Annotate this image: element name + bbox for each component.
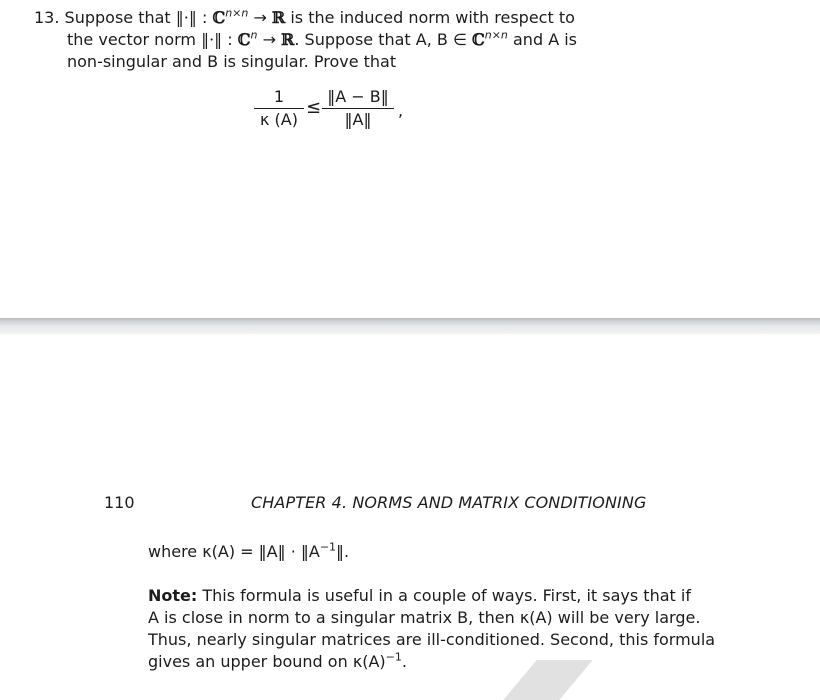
- arrow-symbol-2: →: [262, 30, 276, 49]
- page-separator: [0, 318, 820, 334]
- lhs-numerator: 1: [273, 87, 285, 106]
- arrow-symbol: →: [253, 8, 267, 27]
- complex-space-2: ℂ: [237, 30, 251, 49]
- chapter-title: CHAPTER 4. NORMS AND MATRIX CONDITIONING: [251, 493, 647, 512]
- problem-text-1a: Suppose that: [64, 8, 171, 27]
- note-text-4-end: .: [401, 652, 407, 671]
- page-number: 110: [104, 493, 135, 512]
- colon-2: :: [227, 30, 233, 49]
- note-superscript: −1: [385, 650, 402, 664]
- note-text-4: gives an upper bound on κ(A): [148, 652, 386, 671]
- norm-symbol: ‖·‖: [175, 8, 197, 27]
- where-text-end: ‖.: [336, 542, 350, 561]
- note-line-3: Thus, nearly singular matrices are ill-conditioned. Second, this formula: [148, 630, 716, 649]
- where-text: where κ(A) = ‖A‖ · ‖A: [148, 542, 320, 561]
- inverse-superscript: −1: [319, 540, 337, 554]
- problem-line-2: [67, 29, 577, 51]
- colon: :: [201, 8, 208, 27]
- note-line-2: A is close in norm to a singular matrix B, then κ(A) will be very large.: [148, 608, 701, 627]
- note-line-1: [148, 585, 691, 607]
- note-text-1: This formula is useful in a couple of ways. First, it says that if: [202, 586, 691, 605]
- problem-text-1b: is the induced norm with respect to: [290, 8, 575, 27]
- fraction-bar: [254, 108, 304, 109]
- rhs-denominator: ‖A‖: [344, 110, 372, 129]
- rhs-fraction: [322, 87, 394, 130]
- where-line: [148, 541, 349, 563]
- norm-symbol-2: ‖·‖: [201, 30, 223, 49]
- note-label: Note:: [148, 586, 198, 605]
- leq-symbol: ≤: [306, 97, 322, 118]
- complex-space: ℂ: [212, 8, 226, 27]
- problem-text-2a: the vector norm: [67, 30, 196, 49]
- superscript-nxn: n×n: [225, 6, 249, 20]
- trailing-comma: ,: [398, 101, 404, 120]
- real-space-2: ℝ: [281, 30, 295, 49]
- problem-line-1: [34, 7, 575, 29]
- fraction-bar: [322, 108, 394, 109]
- real-space: ℝ: [271, 8, 286, 27]
- problem-text-2c: and A is: [513, 30, 577, 49]
- problem-text-2b: . Suppose that A, B ∈: [294, 30, 467, 49]
- rhs-numerator: ‖A − B‖: [327, 87, 389, 106]
- complex-space-3: ℂ: [472, 30, 485, 49]
- superscript-nxn-2: n×n: [484, 28, 508, 42]
- problem-number: 13.: [34, 8, 60, 27]
- watermark-shape: [503, 660, 593, 700]
- superscript-n: n: [250, 28, 258, 42]
- lhs-fraction: [254, 87, 304, 130]
- lhs-denominator: κ (A): [260, 110, 298, 129]
- problem-line-3: non-singular and B is singular. Prove that: [67, 52, 397, 71]
- note-line-4: [148, 651, 407, 673]
